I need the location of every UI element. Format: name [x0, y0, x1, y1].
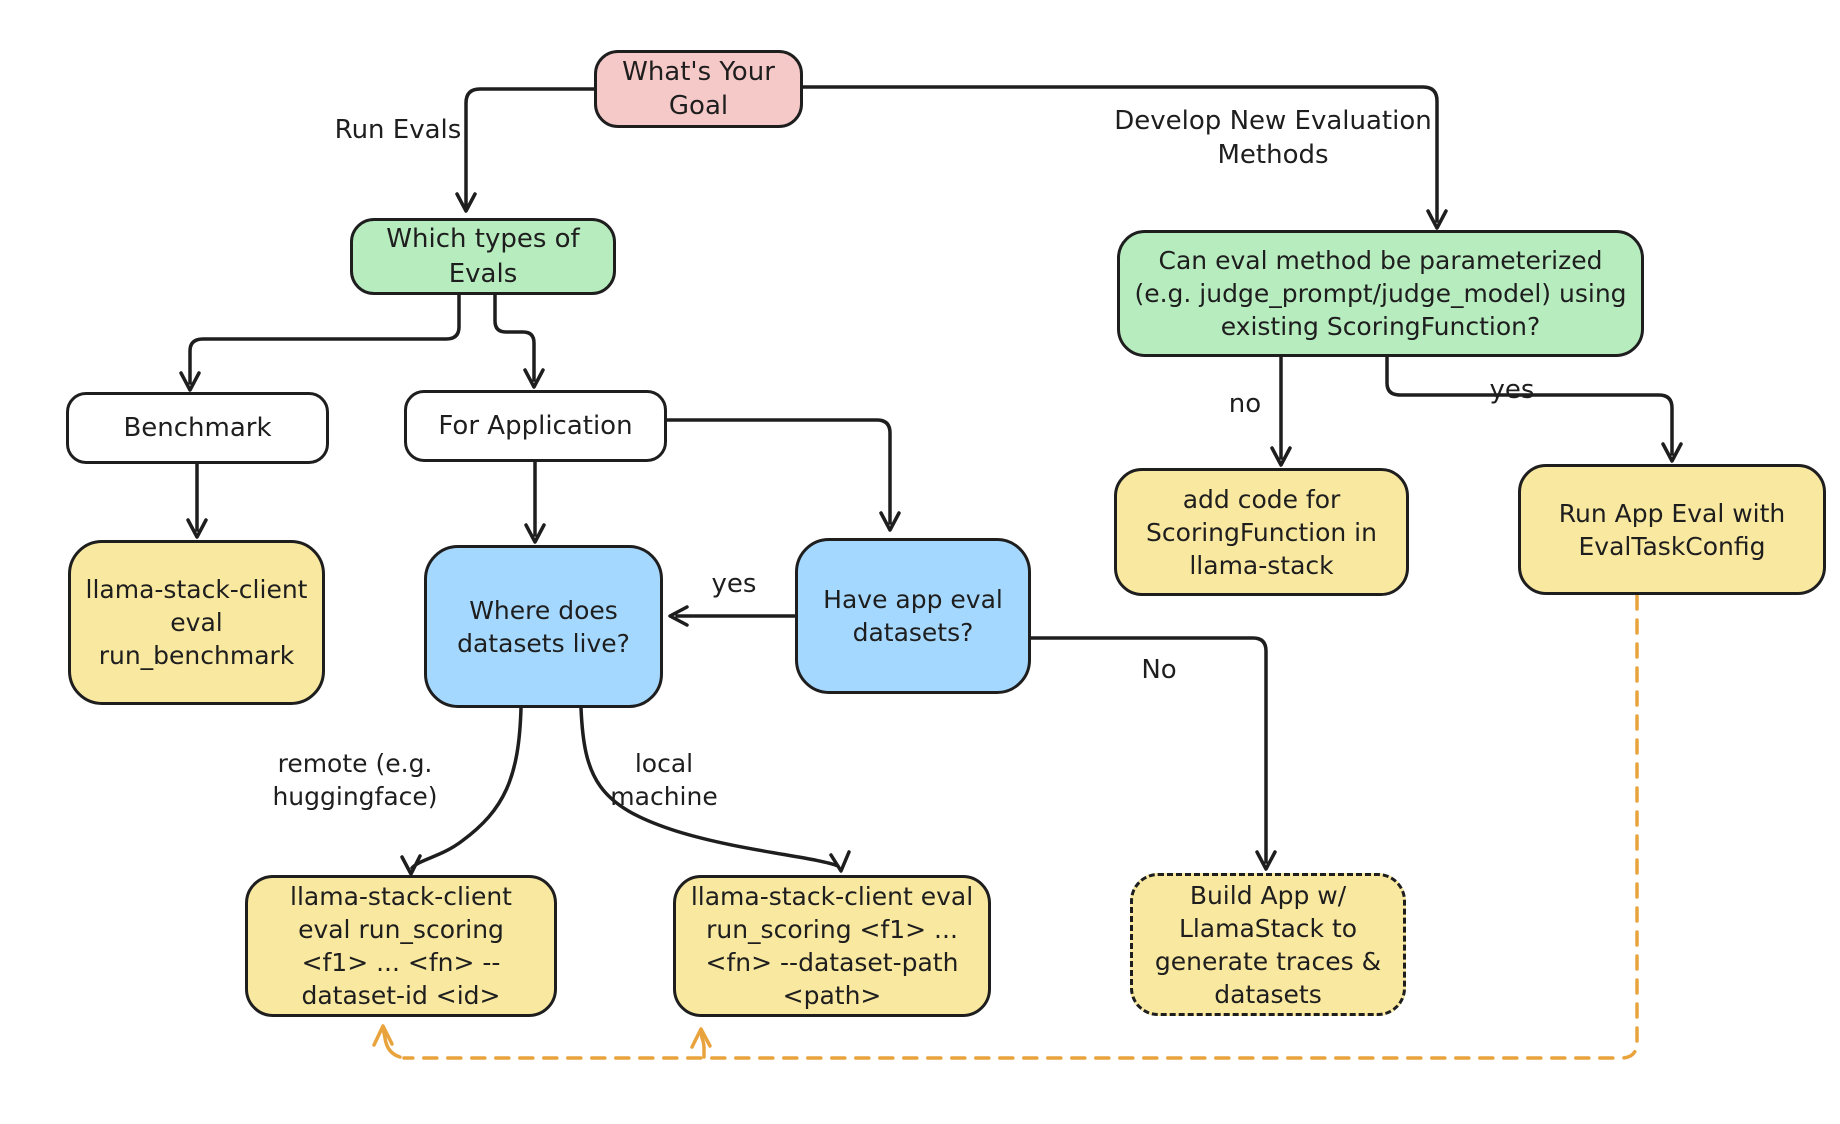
node-run-app-eval: Run App Eval with EvalTaskConfig	[1518, 464, 1826, 595]
label-yes-param: yes	[1489, 375, 1535, 405]
arrow-param-no-to-add-code	[1272, 357, 1290, 465]
label-develop-new-methods: Develop New Evaluation Methods	[1114, 106, 1432, 170]
arrow-which-types-to-for-application	[495, 295, 543, 387]
label-no-have-datasets: No	[1141, 655, 1177, 685]
node-which-types: Which types of Evals	[350, 218, 616, 295]
label-remote: remote (e.g. huggingface)	[272, 749, 438, 811]
arrow-have-datasets-yes-to-where-datasets	[670, 607, 795, 625]
node-run-scoring-dataset-id: llama-stack-client eval run_scoring <f1> ... <fn> --dataset-id <id>	[245, 875, 557, 1017]
label-local-machine: local machine	[610, 749, 718, 811]
arrow-goal-to-which-types	[457, 89, 594, 211]
label-yes-have-datasets: yes	[711, 569, 757, 599]
node-goal: What's Your Goal	[594, 50, 803, 128]
orange-arrow-to-run-scoring-id	[374, 1026, 400, 1057]
label-run-evals: Run Evals	[334, 115, 462, 145]
node-param-question: Can eval method be parameterized (e.g. judge_prompt/judge_model) using existing ScoringFunction?	[1117, 230, 1644, 357]
node-for-application: For Application	[404, 390, 667, 462]
arrow-which-types-to-benchmark	[181, 295, 459, 390]
arrow-for-application-to-have-datasets	[667, 420, 899, 530]
label-no-param: no	[1228, 389, 1262, 419]
node-add-code: add code for ScoringFunction in llama-stack	[1114, 468, 1409, 596]
node-benchmark: Benchmark	[66, 392, 329, 464]
node-where-datasets: Where does datasets live?	[424, 545, 663, 708]
node-have-datasets: Have app eval datasets?	[795, 538, 1031, 694]
arrow-for-application-to-where-datasets	[526, 462, 544, 542]
orange-arrow-to-run-scoring-path	[692, 1029, 710, 1057]
node-build-app: Build App w/ LlamaStack to generate traces & datasets	[1130, 873, 1406, 1016]
arrow-param-yes-to-run-app-eval	[1387, 357, 1681, 461]
node-run-scoring-dataset-path: llama-stack-client eval run_scoring <f1> ... <fn> --dataset-path <path>	[673, 875, 991, 1017]
node-run-benchmark: llama-stack-client eval run_benchmark	[68, 540, 325, 705]
arrow-benchmark-to-run-benchmark	[188, 464, 206, 537]
